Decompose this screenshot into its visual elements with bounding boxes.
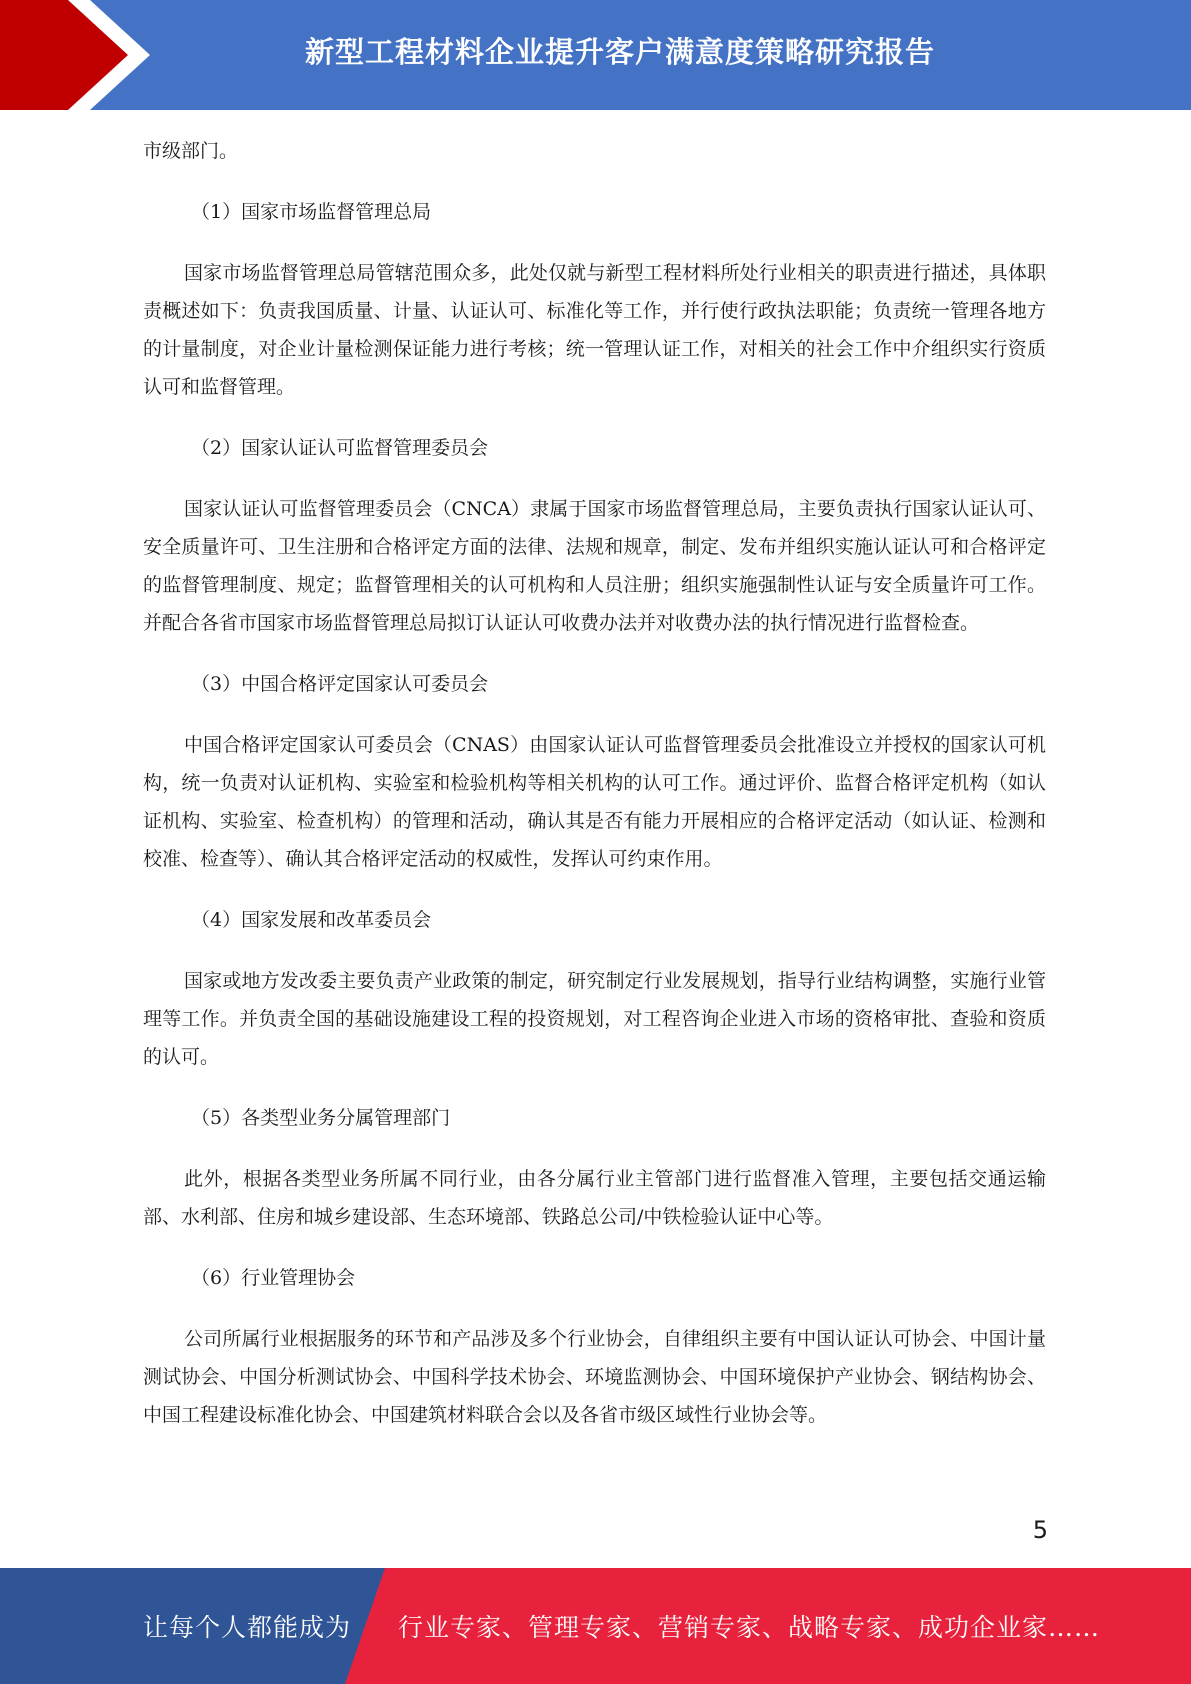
page-footer [0,1568,1191,1684]
footer-slogan-right: 行业专家、管理专家、营销专家、战略专家、成功企业家…… [398,1613,1101,1642]
page-header [0,0,1191,110]
section-heading: （5）各类型业务分属管理部门 [191,1107,451,1129]
footer-slogan-left: 让每个人都能成为 [143,1613,352,1642]
body-paragraph: 国家认证认可监督管理委员会（CNCA）隶属于国家市场监督管理总局，主要负责执行国家认证认可、安全质量许可、卫生注册和合格评定方面的法律、法规和规章，制定、发布并组织实施认证认可和合格评定的监督管理制度、规定；监督管理相关的认可机构和人员注册；组织实施强制性认证与安全质量许可工作。并配合各省市国家市场监督管理总局拟订认证认可收费办法并对收费办法的执行情况进行监督检查。 [143,498,1046,634]
document-body [143,132,1046,1457]
body-paragraph: 公司所属行业根据服务的环节和产品涉及多个行业协会，自律组织主要有中国认证认可协会、中国计量测试协会、中国分析测试协会、中国科学技术协会、环境监测协会、中国环境保护产业协会、钢结构协会、中国工程建设标准化协会、中国建筑材料联合会以及各省市级区域性行业协会等。 [143,1328,1046,1426]
section-heading: （4）国家发展和改革委员会 [191,909,432,931]
body-paragraph: 市级部门。 [143,140,239,162]
body-paragraph: 国家市场监督管理总局管辖范围众多，此处仅就与新型工程材料所处行业相关的职责进行描述，具体职责概述如下：负责我国质量、计量、认证认可、标准化等工作，并行使行政执法职能；负责统一管理各地方的计量制度，对企业计量检测保证能力进行考核；统一管理认证工作，对相关的社会工作中介组织实行资质认可和监督管理。 [143,262,1046,398]
body-paragraph: 此外，根据各类型业务所属不同行业，由各分属行业主管部门进行监督准入管理，主要包括交通运输部、水利部、住房和城乡建设部、生态环境部、铁路总公司/中铁检验认证中心等。 [143,1168,1046,1228]
body-paragraph: 国家或地方发改委主要负责产业政策的制定，研究制定行业发展规划，指导行业结构调整，实施行业管理等工作。并负责全国的基础设施建设工程的投资规划，对工程咨询企业进入市场的资格审批、查验和资质的认可。 [143,970,1046,1068]
page-number: 5 [1032,1516,1048,1544]
section-heading: （6）行业管理协会 [191,1267,356,1289]
section-heading: （1）国家市场监督管理总局 [191,201,432,223]
section-heading: （3）中国合格评定国家认可委员会 [191,673,489,695]
body-paragraph: 中国合格评定国家认可委员会（CNAS）由国家认证认可监督管理委员会批准设立并授权的国家认可机构，统一负责对认证机构、实验室和检验机构等相关机构的认可工作。通过评价、监督合格评定机构（如认证机构、实验室、检查机构）的管理和活动，确认其是否有能力开展相应的合格评定活动（如认证、检测和校准、检查等）、确认其合格评定活动的权威性，发挥认可约束作用。 [143,734,1046,870]
header-title: 新型工程材料企业提升客户满意度策略研究报告 [304,34,935,69]
section-heading: （2）国家认证认可监督管理委员会 [191,437,489,459]
